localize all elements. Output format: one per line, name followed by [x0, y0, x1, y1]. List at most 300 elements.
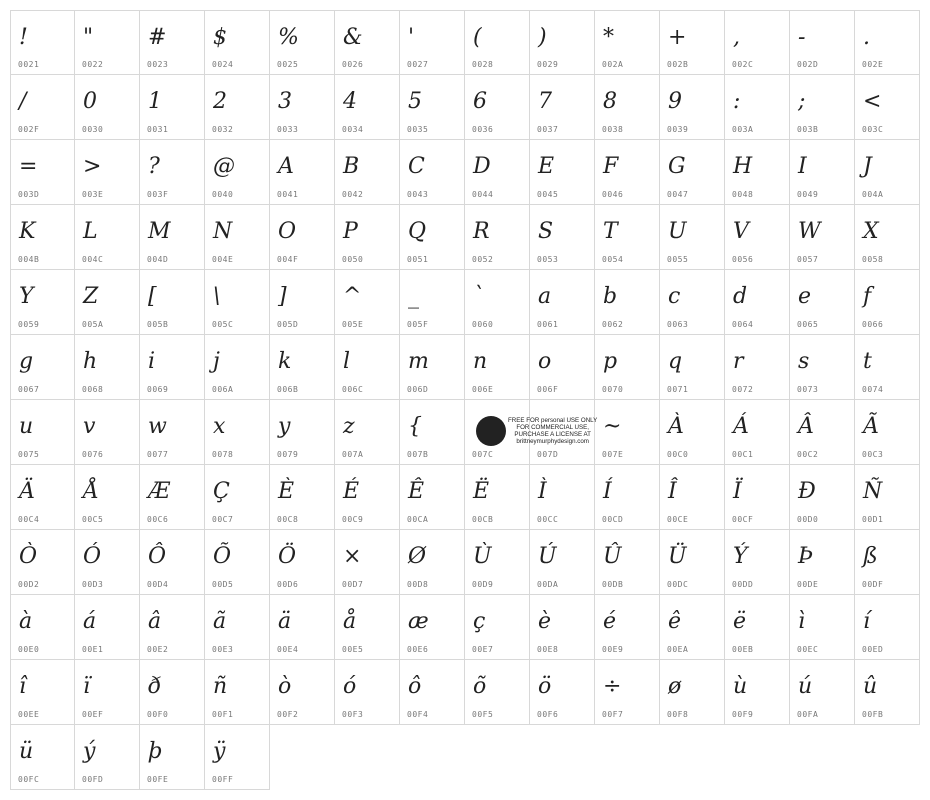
glyph-sample: A	[278, 154, 294, 179]
glyph-cell	[205, 75, 270, 140]
glyph-sample: Í	[603, 479, 612, 504]
glyph-cell	[400, 595, 465, 660]
glyph-cell	[10, 335, 75, 400]
glyph-sample: û	[863, 674, 878, 699]
glyph-sample: X	[863, 219, 879, 244]
glyph-cell	[725, 335, 790, 400]
glyph-sample: ~	[603, 414, 622, 439]
glyph-cell	[270, 75, 335, 140]
glyph-sample: !	[19, 25, 28, 50]
glyph-cell	[530, 205, 595, 270]
glyph-cell	[660, 335, 725, 400]
glyph-cell	[205, 335, 270, 400]
glyph-cell	[335, 75, 400, 140]
glyph-sample: 0	[83, 89, 97, 114]
glyph-sample: á	[83, 609, 97, 634]
glyph-sample: ]	[278, 284, 287, 309]
glyph-sample: c	[668, 284, 681, 309]
glyph-cell	[790, 205, 855, 270]
glyph-cell	[790, 465, 855, 530]
glyph-sample: Þ	[798, 544, 813, 569]
glyph-codepoint: 00C9	[342, 515, 364, 524]
glyph-codepoint: 0078	[212, 450, 234, 459]
glyph-sample: ä	[278, 609, 292, 634]
glyph-codepoint: 006A	[212, 385, 234, 394]
glyph-cell	[10, 75, 75, 140]
glyph-sample: ì	[798, 609, 806, 634]
glyph-codepoint: 00FD	[82, 775, 104, 784]
glyph-cell	[725, 10, 790, 75]
glyph-cell	[725, 660, 790, 725]
watermark-line-3: PURCHASE A LICENSE AT	[514, 431, 591, 438]
glyph-cell	[530, 10, 595, 75]
glyph-sample: \	[213, 284, 221, 309]
glyph-cell	[465, 465, 530, 530]
glyph-codepoint: 00FF	[212, 775, 234, 784]
glyph-cell	[270, 595, 335, 660]
glyph-cell	[595, 400, 660, 465]
glyph-cell	[855, 465, 920, 530]
glyph-codepoint: 00F7	[602, 710, 624, 719]
glyph-cell	[660, 10, 725, 75]
glyph-sample: n	[473, 349, 488, 374]
glyph-sample: Ö	[278, 544, 297, 569]
license-watermark	[476, 412, 604, 450]
glyph-sample: g	[19, 349, 34, 374]
glyph-codepoint: 005B	[147, 320, 169, 329]
glyph-sample: %	[278, 25, 299, 50]
glyph-cell	[10, 205, 75, 270]
glyph-codepoint: 00DC	[667, 580, 689, 589]
glyph-cell	[725, 140, 790, 205]
glyph-codepoint: 00ED	[862, 645, 884, 654]
glyph-sample: R	[473, 219, 490, 244]
glyph-sample: p	[603, 349, 618, 374]
glyph-sample: =	[19, 154, 38, 179]
glyph-codepoint: 0040	[212, 190, 234, 199]
glyph-codepoint: 00F0	[147, 710, 169, 719]
glyph-sample: ã	[213, 609, 227, 634]
glyph-sample: (	[473, 25, 482, 50]
glyph-cell	[10, 465, 75, 530]
glyph-codepoint: 00CD	[602, 515, 624, 524]
glyph-codepoint: 00C8	[277, 515, 299, 524]
glyph-codepoint: 003C	[862, 125, 884, 134]
glyph-codepoint: 0053	[537, 255, 559, 264]
glyph-sample: à	[19, 609, 33, 634]
glyph-cell	[465, 75, 530, 140]
glyph-codepoint: 0074	[862, 385, 884, 394]
glyph-sample: è	[538, 609, 552, 634]
glyph-codepoint: 00EC	[797, 645, 819, 654]
glyph-cell	[595, 270, 660, 335]
glyph-cell	[790, 10, 855, 75]
glyph-codepoint: 002B	[667, 60, 689, 69]
glyph-sample: z	[343, 414, 355, 439]
glyph-cell	[400, 465, 465, 530]
glyph-cell	[400, 75, 465, 140]
glyph-codepoint: 0066	[862, 320, 884, 329]
glyph-codepoint: 0030	[82, 125, 104, 134]
glyph-sample: L	[83, 219, 98, 244]
glyph-codepoint: 00CA	[407, 515, 429, 524]
glyph-codepoint: 00FA	[797, 710, 819, 719]
glyph-codepoint: 0062	[602, 320, 624, 329]
glyph-cell	[270, 530, 335, 595]
glyph-codepoint: 002E	[862, 60, 884, 69]
glyph-cell	[465, 595, 530, 660]
glyph-sample: Ì	[538, 479, 547, 504]
glyph-cell	[75, 270, 140, 335]
glyph-codepoint: 0060	[472, 320, 494, 329]
glyph-codepoint: 00F9	[732, 710, 754, 719]
glyph-cell	[660, 140, 725, 205]
glyph-sample: ò	[278, 674, 292, 699]
glyph-cell	[75, 595, 140, 660]
glyph-cell	[465, 205, 530, 270]
glyph-codepoint: 0043	[407, 190, 429, 199]
glyph-cell	[400, 270, 465, 335]
glyph-cell	[400, 335, 465, 400]
glyph-codepoint: 005A	[82, 320, 104, 329]
glyph-sample: E	[538, 154, 555, 179]
glyph-cell	[75, 75, 140, 140]
glyph-cell	[75, 140, 140, 205]
glyph-sample: e	[798, 284, 812, 309]
glyph-codepoint: 0056	[732, 255, 754, 264]
glyph-cell	[335, 530, 400, 595]
glyph-cell	[75, 205, 140, 270]
glyph-cell	[465, 140, 530, 205]
glyph-sample: {	[408, 414, 422, 439]
glyph-codepoint: 00EA	[667, 645, 689, 654]
glyph-sample: Ø	[408, 544, 427, 569]
glyph-sample: b	[603, 284, 618, 309]
glyph-codepoint: 005D	[277, 320, 299, 329]
glyph-sample: w	[148, 414, 167, 439]
glyph-sample: 6	[473, 89, 487, 114]
glyph-codepoint: 0057	[797, 255, 819, 264]
glyph-cell	[530, 270, 595, 335]
glyph-codepoint: 00FE	[147, 775, 169, 784]
glyph-codepoint: 00CC	[537, 515, 559, 524]
glyph-sample: 8	[603, 89, 617, 114]
glyph-cell	[75, 10, 140, 75]
glyph-codepoint: 00F3	[342, 710, 364, 719]
glyph-sample: [	[148, 284, 157, 309]
glyph-sample: x	[213, 414, 226, 439]
glyph-codepoint: 0028	[472, 60, 494, 69]
glyph-codepoint: 006D	[407, 385, 429, 394]
glyph-sample: N	[213, 219, 233, 244]
glyph-cell	[335, 400, 400, 465]
glyph-sample: Ñ	[863, 479, 883, 504]
glyph-sample: Û	[603, 544, 622, 569]
glyph-codepoint: 0022	[82, 60, 104, 69]
glyph-sample: 5	[408, 89, 422, 114]
glyph-codepoint: 0044	[472, 190, 494, 199]
glyph-codepoint: 0032	[212, 125, 234, 134]
glyph-cell	[465, 270, 530, 335]
glyph-sample: À	[668, 414, 684, 439]
glyph-sample: î	[19, 674, 27, 699]
glyph-cell	[10, 140, 75, 205]
glyph-codepoint: 00DE	[797, 580, 819, 589]
glyph-sample: @	[213, 154, 235, 179]
glyph-cell	[725, 465, 790, 530]
glyph-cell	[725, 530, 790, 595]
glyph-sample: Ù	[473, 544, 492, 569]
glyph-codepoint: 0052	[472, 255, 494, 264]
glyph-cell	[595, 530, 660, 595]
glyph-sample: q	[668, 349, 683, 374]
glyph-codepoint: 00F5	[472, 710, 494, 719]
glyph-codepoint: 0049	[797, 190, 819, 199]
glyph-codepoint: 00F6	[537, 710, 559, 719]
glyph-sample: ?	[148, 154, 160, 179]
glyph-sample: _	[408, 284, 419, 309]
glyph-cell	[530, 465, 595, 530]
glyph-cell	[270, 10, 335, 75]
glyph-sample: U	[668, 219, 687, 244]
glyph-sample: y	[278, 414, 291, 439]
glyph-sample: J	[863, 154, 872, 179]
glyph-cell	[400, 10, 465, 75]
glyph-codepoint: 0045	[537, 190, 559, 199]
glyph-sample: ÿ	[213, 739, 226, 764]
glyph-cell	[400, 400, 465, 465]
glyph-sample: ç	[473, 609, 486, 634]
glyph-cell	[10, 270, 75, 335]
glyph-cell	[530, 595, 595, 660]
glyph-cell	[855, 530, 920, 595]
glyph-cell	[595, 335, 660, 400]
glyph-cell	[660, 660, 725, 725]
glyph-codepoint: 0047	[667, 190, 689, 199]
glyph-cell	[465, 10, 530, 75]
glyph-cell	[270, 335, 335, 400]
glyph-cell	[790, 660, 855, 725]
glyph-codepoint: 00D5	[212, 580, 234, 589]
glyph-codepoint: 00CF	[732, 515, 754, 524]
glyph-codepoint: 0076	[82, 450, 104, 459]
glyph-sample: )	[538, 25, 547, 50]
glyph-cell	[400, 660, 465, 725]
glyph-codepoint: 0046	[602, 190, 624, 199]
glyph-sample: 2	[213, 89, 227, 114]
glyph-cell	[790, 400, 855, 465]
glyph-codepoint: 0061	[537, 320, 559, 329]
glyph-sample: I	[798, 154, 807, 179]
glyph-cell	[140, 595, 205, 660]
glyph-codepoint: 005E	[342, 320, 364, 329]
glyph-cell	[140, 725, 205, 790]
glyph-sample: 1	[148, 89, 162, 114]
glyph-cell	[790, 530, 855, 595]
glyph-codepoint: 00F2	[277, 710, 299, 719]
glyph-cell	[400, 140, 465, 205]
glyph-cell	[595, 205, 660, 270]
glyph-codepoint: 0067	[18, 385, 40, 394]
glyph-sample: 7	[538, 89, 552, 114]
glyph-cell	[140, 400, 205, 465]
glyph-sample: D	[473, 154, 491, 179]
glyph-codepoint: 00DD	[732, 580, 754, 589]
glyph-codepoint: 00D2	[18, 580, 40, 589]
glyph-sample: É	[343, 479, 360, 504]
glyph-sample: t	[863, 349, 872, 374]
glyph-codepoint: 004D	[147, 255, 169, 264]
glyph-cell	[530, 75, 595, 140]
glyph-codepoint: 0048	[732, 190, 754, 199]
glyph-cell	[725, 595, 790, 660]
watermark-line-1: FREE FOR personal USE ONLY	[508, 416, 598, 424]
glyph-sample: 3	[278, 89, 292, 114]
glyph-sample: W	[798, 219, 821, 244]
glyph-cell	[75, 660, 140, 725]
watermark-line-2: FOR COMMERCIAL USE,	[516, 423, 589, 431]
glyph-codepoint: 0027	[407, 60, 429, 69]
glyph-sample: Q	[408, 219, 427, 244]
glyph-codepoint: 007A	[342, 450, 364, 459]
glyph-codepoint: 0039	[667, 125, 689, 134]
glyph-codepoint: 00F1	[212, 710, 234, 719]
glyph-cell	[205, 530, 270, 595]
glyph-cell	[335, 660, 400, 725]
glyph-codepoint: 002D	[797, 60, 819, 69]
glyph-codepoint: 00E3	[212, 645, 234, 654]
glyph-sample: ý	[83, 739, 96, 764]
glyph-cell	[75, 465, 140, 530]
glyph-codepoint: 006C	[342, 385, 364, 394]
glyph-cell	[205, 270, 270, 335]
glyph-sample: ó	[343, 674, 357, 699]
glyph-cell	[140, 270, 205, 335]
glyph-cell	[10, 10, 75, 75]
glyph-sample: H	[733, 154, 753, 179]
glyph-codepoint: 00DB	[602, 580, 624, 589]
glyph-cell	[400, 530, 465, 595]
glyph-cell	[75, 725, 140, 790]
glyph-codepoint: 00C6	[147, 515, 169, 524]
glyph-codepoint: 00E9	[602, 645, 624, 654]
glyph-cell	[335, 465, 400, 530]
glyph-sample: ö	[538, 674, 552, 699]
glyph-cell	[335, 140, 400, 205]
glyph-sample: Á	[733, 414, 749, 439]
glyph-cell	[855, 205, 920, 270]
glyph-sample: È	[278, 479, 295, 504]
glyph-sample: G	[668, 154, 686, 179]
glyph-codepoint: 0069	[147, 385, 169, 394]
glyph-cell	[855, 400, 920, 465]
glyph-codepoint: 004B	[18, 255, 40, 264]
glyph-codepoint: 0042	[342, 190, 364, 199]
glyph-sample: u	[19, 414, 34, 439]
glyph-cell	[595, 140, 660, 205]
glyph-sample: Ï	[733, 479, 742, 504]
glyph-cell	[10, 595, 75, 660]
glyph-sample: Ä	[19, 479, 35, 504]
glyph-cell	[140, 335, 205, 400]
glyph-sample: Ç	[213, 479, 230, 504]
glyph-sample: P	[343, 219, 358, 244]
glyph-sample: Ò	[19, 544, 38, 569]
glyph-sample: `	[473, 284, 484, 309]
glyph-chart	[10, 10, 920, 790]
glyph-cell	[10, 725, 75, 790]
glyph-codepoint: 00D0	[797, 515, 819, 524]
glyph-cell	[465, 335, 530, 400]
glyph-sample: B	[343, 154, 360, 179]
glyph-codepoint: 00E0	[18, 645, 40, 654]
glyph-cell	[660, 465, 725, 530]
glyph-codepoint: 00E4	[277, 645, 299, 654]
glyph-sample: Y	[19, 284, 34, 309]
glyph-codepoint: 003F	[147, 190, 169, 199]
glyph-sample: v	[83, 414, 96, 439]
glyph-cell	[140, 75, 205, 140]
glyph-sample: å	[343, 609, 357, 634]
glyph-codepoint: 0029	[537, 60, 559, 69]
glyph-cell	[595, 465, 660, 530]
glyph-sample: V	[733, 219, 749, 244]
glyph-codepoint: 00FC	[18, 775, 40, 784]
glyph-codepoint: 00E1	[82, 645, 104, 654]
glyph-cell	[335, 595, 400, 660]
glyph-cell	[660, 400, 725, 465]
glyph-sample: O	[278, 219, 297, 244]
glyph-codepoint: 00E2	[147, 645, 169, 654]
glyph-sample: ê	[668, 609, 682, 634]
glyph-codepoint: 007C	[472, 450, 494, 459]
glyph-codepoint: 00D1	[862, 515, 884, 524]
glyph-codepoint: 007B	[407, 450, 429, 459]
glyph-cell	[335, 205, 400, 270]
glyph-codepoint: 00C1	[732, 450, 754, 459]
glyph-codepoint: 005C	[212, 320, 234, 329]
glyph-codepoint: 003A	[732, 125, 754, 134]
glyph-codepoint: 00D6	[277, 580, 299, 589]
glyph-codepoint: 00C2	[797, 450, 819, 459]
glyph-sample: Z	[83, 284, 99, 309]
glyph-codepoint: 00DA	[537, 580, 559, 589]
glyph-cell	[75, 335, 140, 400]
glyph-codepoint: 007D	[537, 450, 559, 459]
glyph-codepoint: 007E	[602, 450, 624, 459]
glyph-codepoint: 0038	[602, 125, 624, 134]
glyph-cell	[855, 595, 920, 660]
glyph-sample: i	[148, 349, 156, 374]
glyph-sample: S	[538, 219, 554, 244]
glyph-codepoint: 0058	[862, 255, 884, 264]
glyph-cell	[335, 335, 400, 400]
glyph-codepoint: 0033	[277, 125, 299, 134]
glyph-cell	[855, 140, 920, 205]
glyph-cell	[270, 400, 335, 465]
glyph-codepoint: 00C4	[18, 515, 40, 524]
glyph-codepoint: 00EE	[18, 710, 40, 719]
glyph-sample: ñ	[213, 674, 228, 699]
glyph-sample: ú	[798, 674, 813, 699]
glyph-cell	[530, 335, 595, 400]
glyph-cell	[595, 10, 660, 75]
glyph-sample: ð	[148, 674, 162, 699]
glyph-sample: ÷	[603, 674, 622, 699]
glyph-sample: .	[863, 25, 870, 50]
glyph-cell	[790, 75, 855, 140]
glyph-cell	[855, 10, 920, 75]
